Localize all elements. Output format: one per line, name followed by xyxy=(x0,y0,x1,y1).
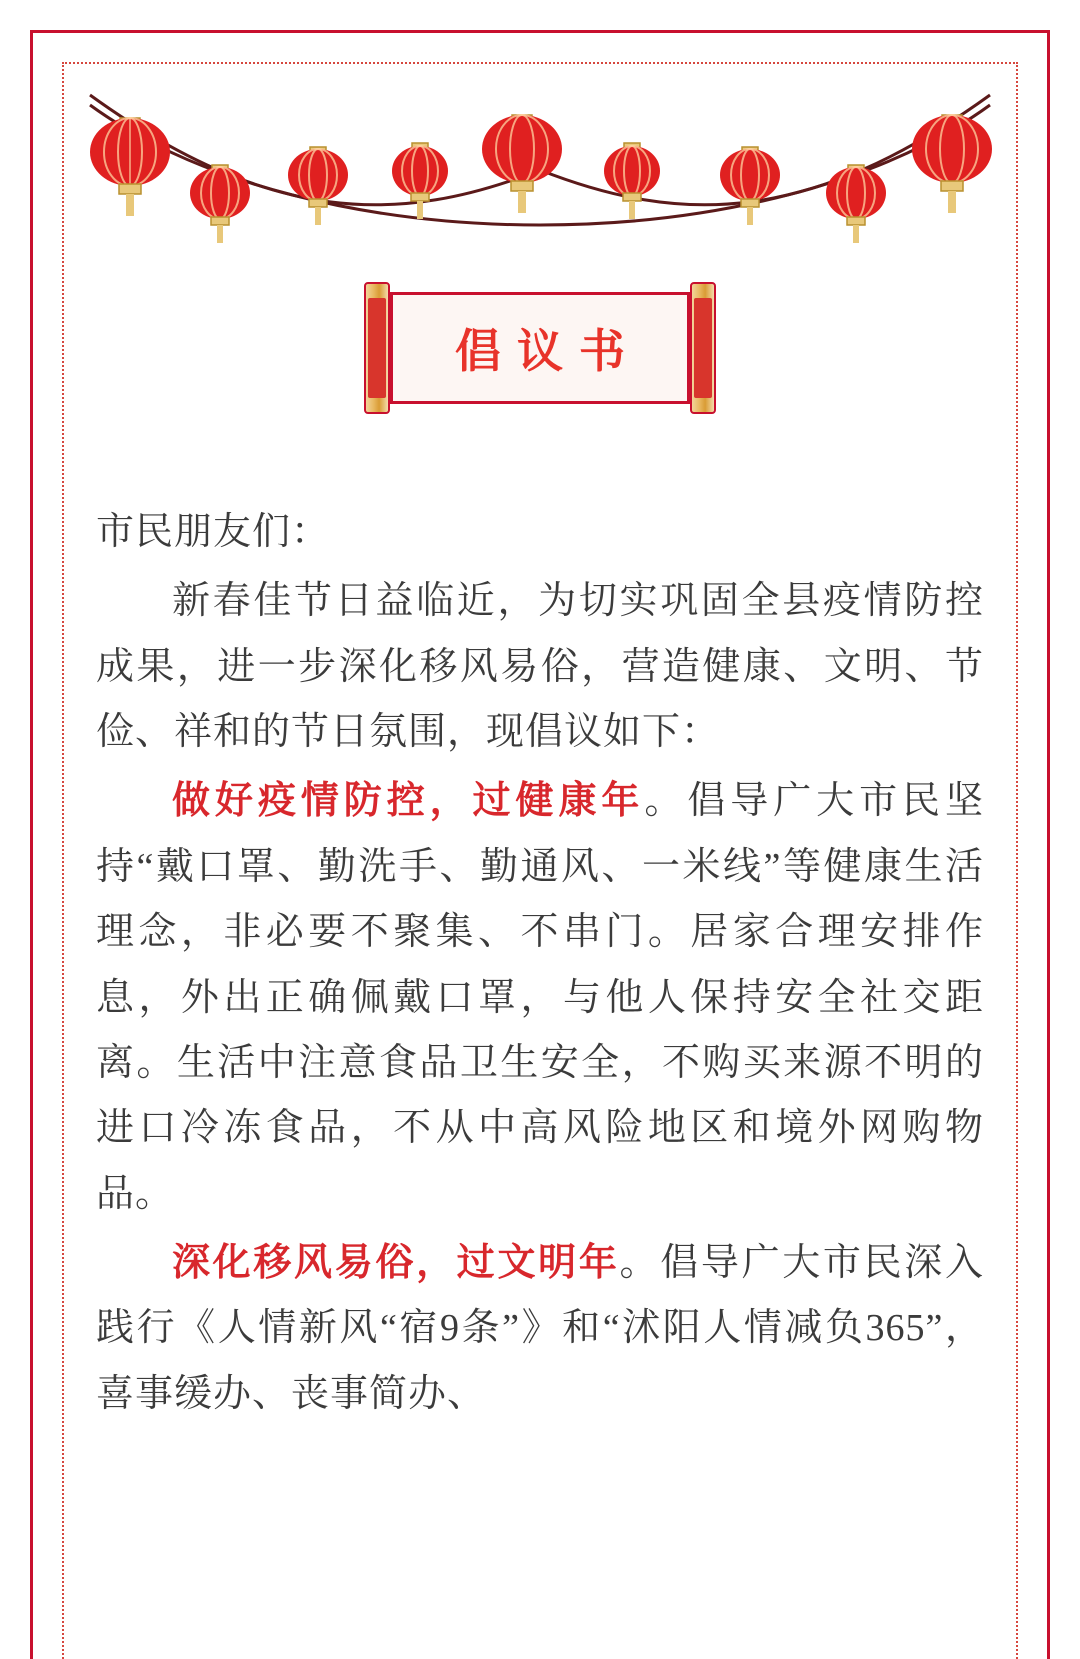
paragraph-intro-text: 新春佳节日益临近，为切实巩固全县疫情防控成果，进一步深化移风易俗，营造健康、文明、节俭、祥和的节日氛围，现倡议如下： xyxy=(96,580,984,754)
title-plate xyxy=(390,292,690,404)
page-title: 倡议书 xyxy=(455,326,641,377)
salutation: 市民朋友们： xyxy=(96,511,331,553)
paragraph-intro xyxy=(96,569,984,765)
section-1-text: 。倡导广大市民坚持“戴口罩、勤洗手、勤通风、一米线”等健康生活理念，非必要不聚集、不串门。居家合理安排作息，外出正确佩戴口罩，与他人保持安全社交距离。生活中注意食品卫生安全，不购买来源不明的进口冷冻食品，不从中高风险地区和境外网购物品。 xyxy=(96,780,984,1215)
section-1-heading: 做好疫情防控，过健康年 xyxy=(172,780,645,823)
document-body xyxy=(96,500,984,1431)
section-2-heading: 深化移风易俗，过文明年 xyxy=(172,1241,620,1284)
lantern-garland xyxy=(70,75,1010,275)
title-scroll-banner xyxy=(364,282,716,414)
scroll-roller-left-inner xyxy=(368,298,386,398)
section-2-text: 。倡导广大市民深入践行《人情新风“宿9条”》和“沭阳人情减负365”，喜事缓办、丧事简办、 xyxy=(96,1241,984,1415)
paragraph-section-1 xyxy=(96,769,984,1227)
scroll-roller-right-inner xyxy=(694,298,712,398)
scroll-roller-left xyxy=(364,282,390,414)
scroll-roller-right xyxy=(690,282,716,414)
paragraph-section-2 xyxy=(96,1231,984,1427)
